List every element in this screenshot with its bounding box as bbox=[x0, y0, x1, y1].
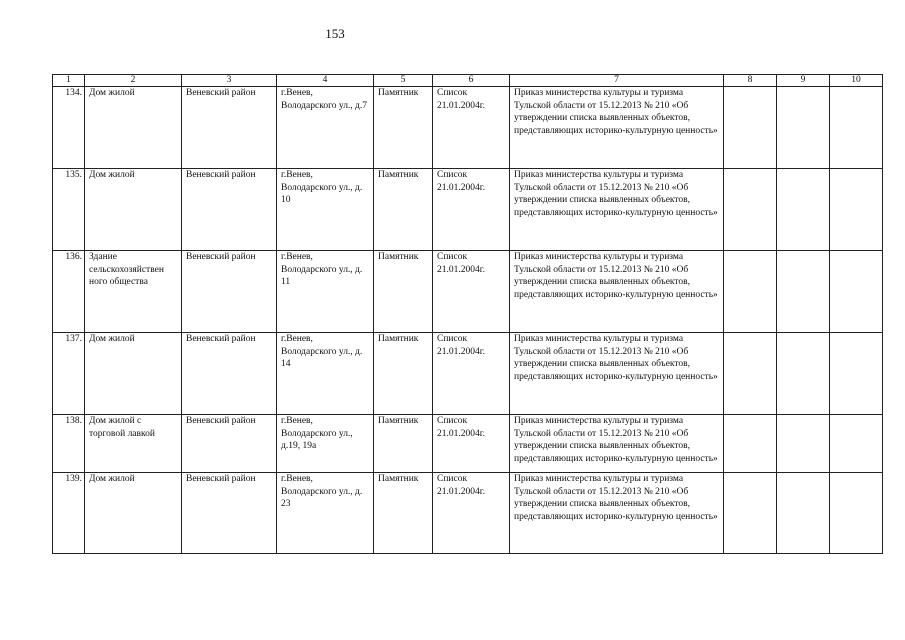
district: Веневский район bbox=[182, 333, 277, 415]
column-8-cell bbox=[724, 415, 777, 473]
address: г.Венев, Володарского ул., д.7 bbox=[277, 87, 374, 169]
column-9-cell bbox=[777, 251, 830, 333]
district: Веневский район bbox=[182, 415, 277, 473]
column-header: 3 bbox=[182, 75, 277, 87]
row-number: 139. bbox=[53, 473, 85, 554]
object-name: Дом жилой bbox=[85, 87, 182, 169]
table-row bbox=[53, 473, 883, 554]
object-name: Дом жилой bbox=[85, 169, 182, 251]
column-10-cell bbox=[830, 415, 883, 473]
list-date: Список 21.01.2004г. bbox=[433, 473, 510, 554]
district: Веневский район bbox=[182, 169, 277, 251]
column-header: 9 bbox=[777, 75, 830, 87]
column-header: 10 bbox=[830, 75, 883, 87]
order-reference: Приказ министерства культуры и туризма Тульской области от 15.12.2013 № 210 «Об утверждении списка выявленных объектов, представляющих историко-культурную ценность» bbox=[510, 333, 724, 415]
district: Веневский район bbox=[182, 473, 277, 554]
order-reference: Приказ министерства культуры и туризма Тульской области от 15.12.2013 № 210 «Об утверждении списка выявленных объектов, представляющих историко-культурную ценность» bbox=[510, 87, 724, 169]
list-date: Список 21.01.2004г. bbox=[433, 333, 510, 415]
list-date: Список 21.01.2004г. bbox=[433, 415, 510, 473]
row-number: 134. bbox=[53, 87, 85, 169]
table-row bbox=[53, 169, 883, 251]
address: г.Венев, Володарского ул., д. 10 bbox=[277, 169, 374, 251]
category: Памятник bbox=[374, 169, 433, 251]
district: Веневский район bbox=[182, 87, 277, 169]
row-number: 136. bbox=[53, 251, 85, 333]
row-number: 137. bbox=[53, 333, 85, 415]
row-number: 138. bbox=[53, 415, 85, 473]
order-reference: Приказ министерства культуры и туризма Тульской области от 15.12.2013 № 210 «Об утверждении списка выявленных объектов, представляющих историко-культурную ценность» bbox=[510, 169, 724, 251]
address: г.Венев, Володарского ул., д. 23 bbox=[277, 473, 374, 554]
heritage-registry-table bbox=[52, 74, 883, 554]
column-9-cell bbox=[777, 415, 830, 473]
column-10-cell bbox=[830, 87, 883, 169]
column-header: 7 bbox=[510, 75, 724, 87]
column-header: 8 bbox=[724, 75, 777, 87]
table-row bbox=[53, 333, 883, 415]
object-name: Дом жилой bbox=[85, 473, 182, 554]
column-8-cell bbox=[724, 333, 777, 415]
category: Памятник bbox=[374, 473, 433, 554]
object-name: Дом жилой bbox=[85, 333, 182, 415]
column-10-cell bbox=[830, 333, 883, 415]
list-date: Список 21.01.2004г. bbox=[433, 169, 510, 251]
address: г.Венев, Володарского ул., д. 14 bbox=[277, 333, 374, 415]
row-number: 135. bbox=[53, 169, 85, 251]
order-reference: Приказ министерства культуры и туризма Тульской области от 15.12.2013 № 210 «Об утверждении списка выявленных объектов, представляющих историко-культурную ценность» bbox=[510, 415, 724, 473]
table-header-row bbox=[53, 75, 883, 87]
list-date: Список 21.01.2004г. bbox=[433, 251, 510, 333]
category: Памятник bbox=[374, 87, 433, 169]
column-8-cell bbox=[724, 169, 777, 251]
list-date: Список 21.01.2004г. bbox=[433, 87, 510, 169]
column-9-cell bbox=[777, 333, 830, 415]
district: Веневский район bbox=[182, 251, 277, 333]
column-9-cell bbox=[777, 473, 830, 554]
column-8-cell bbox=[724, 87, 777, 169]
column-header: 1 bbox=[53, 75, 85, 87]
column-header: 2 bbox=[85, 75, 182, 87]
category: Памятник bbox=[374, 415, 433, 473]
category: Памятник bbox=[374, 333, 433, 415]
category: Памятник bbox=[374, 251, 433, 333]
table-row bbox=[53, 251, 883, 333]
column-header: 5 bbox=[374, 75, 433, 87]
table-row bbox=[53, 87, 883, 169]
object-name: Здание сельскохозяйствен ного общества bbox=[85, 251, 182, 333]
column-header: 4 bbox=[277, 75, 374, 87]
column-9-cell bbox=[777, 87, 830, 169]
order-reference: Приказ министерства культуры и туризма Тульской области от 15.12.2013 № 210 «Об утверждении списка выявленных объектов, представляющих историко-культурную ценность» bbox=[510, 473, 724, 554]
address: г.Венев, Володарского ул., д. 11 bbox=[277, 251, 374, 333]
column-10-cell bbox=[830, 473, 883, 554]
column-10-cell bbox=[830, 251, 883, 333]
object-name: Дом жилой с торговой лавкой bbox=[85, 415, 182, 473]
column-8-cell bbox=[724, 251, 777, 333]
column-10-cell bbox=[830, 169, 883, 251]
column-8-cell bbox=[724, 473, 777, 554]
page-number: 153 bbox=[325, 26, 345, 41]
order-reference: Приказ министерства культуры и туризма Тульской области от 15.12.2013 № 210 «Об утверждении списка выявленных объектов, представляющих историко-культурную ценность» bbox=[510, 251, 724, 333]
column-9-cell bbox=[777, 169, 830, 251]
address: г.Венев, Володарского ул., д.19, 19а bbox=[277, 415, 374, 473]
column-header: 6 bbox=[433, 75, 510, 87]
table-row bbox=[53, 415, 883, 473]
